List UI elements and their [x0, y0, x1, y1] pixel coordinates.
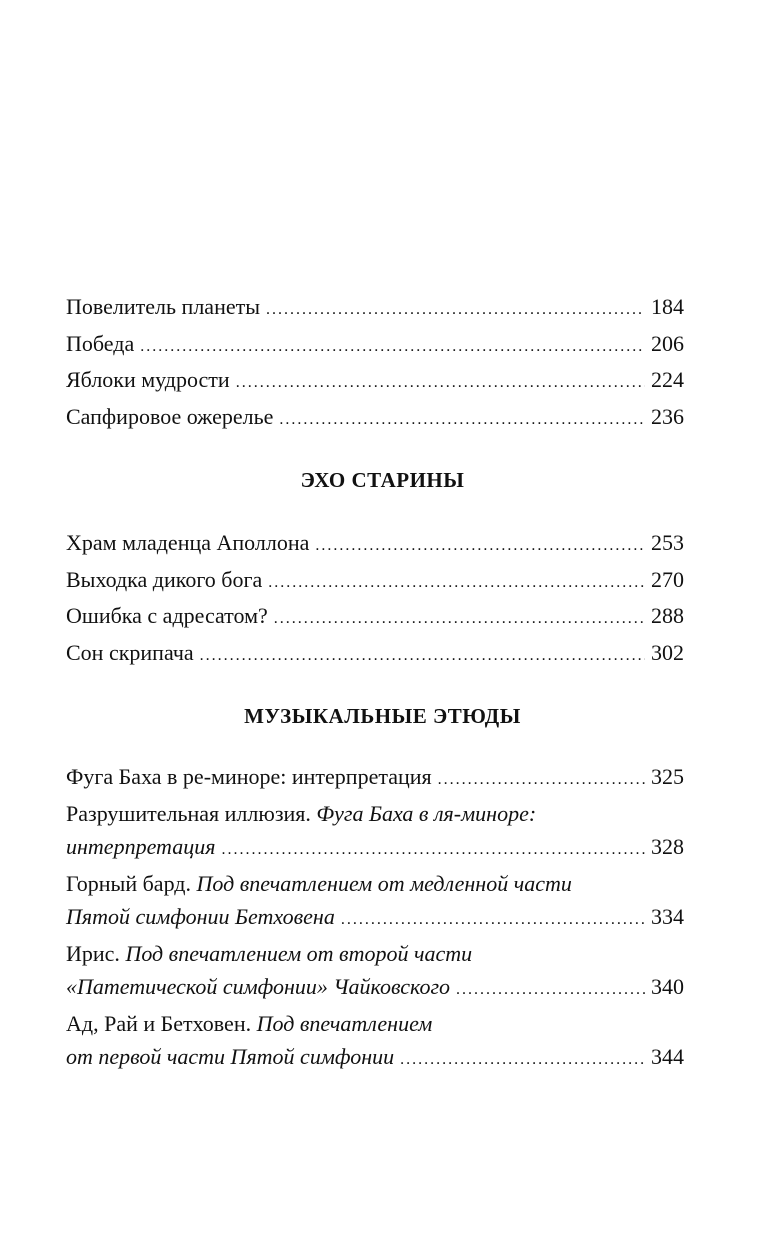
entry-title: Разрушительная иллюзия. [66, 800, 311, 826]
toc-group-3 [66, 760, 684, 1077]
page-number: 253 [651, 530, 684, 555]
page-number: 184 [651, 294, 684, 319]
page-number: 206 [651, 330, 684, 356]
toc-entry [66, 937, 684, 1007]
entry-first-line [66, 1007, 684, 1041]
entry-title: Ошибка с адресатом? [66, 603, 268, 628]
toc-entry [66, 290, 684, 327]
entry-second-line [66, 970, 684, 1007]
page-number: 224 [651, 367, 684, 392]
leader-dots [341, 903, 645, 937]
toc-entry [66, 760, 684, 797]
entry-second-line [66, 1040, 684, 1077]
toc-entry [66, 1007, 684, 1077]
entry-title: Яблоки мудрости [66, 367, 230, 392]
page-number: 236 [651, 403, 684, 429]
page-number: 302 [651, 639, 684, 665]
page-number: 288 [651, 603, 684, 628]
leader-dots [236, 366, 645, 400]
leader-dots [221, 833, 645, 867]
toc-entry [66, 327, 684, 364]
toc-entry [66, 526, 684, 563]
entry-title: Фуга Баха в ре-миноре: интерпретация [66, 764, 432, 789]
entry-second-line [66, 900, 684, 937]
page-number: 325 [651, 764, 684, 789]
leader-dots [279, 403, 645, 437]
entry-subtitle: интерпретация [66, 834, 216, 859]
page-number: 344 [651, 1044, 684, 1069]
toc-entry [66, 636, 684, 673]
entry-subtitle: Под впечатлением от медленной части [196, 870, 572, 896]
entry-title: Победа [66, 330, 135, 356]
entry-subtitle: Фуга Баха в ля-миноре: [316, 800, 537, 826]
toc-entry [66, 797, 684, 867]
entry-title: Сон скрипача [66, 639, 194, 665]
leader-dots [266, 293, 645, 327]
toc-entry [66, 363, 684, 400]
section-heading: МУЗЫКАЛЬНЫЕ ЭТЮДЫ [244, 704, 521, 728]
entry-first-line [66, 797, 684, 831]
toc-group-2 [66, 526, 684, 672]
toc-entry [66, 400, 684, 437]
entry-title: Горный бард. [66, 870, 191, 896]
page-number: 340 [651, 974, 684, 999]
toc-entry [66, 563, 684, 600]
toc-entry [66, 867, 684, 937]
entry-title: Ад, Рай и Бетховен. [66, 1010, 252, 1036]
page-number: 328 [651, 834, 684, 859]
entry-subtitle: «Патетической симфонии» Чайковского [66, 974, 451, 999]
leader-dots [315, 529, 645, 563]
toc-group-1 [66, 290, 684, 436]
entry-title: Сапфировое ожерелье [66, 403, 274, 429]
section-heading: ЭХО СТАРИНЫ [300, 468, 465, 492]
entry-subtitle: Пятой симфонии Бетховена [66, 904, 335, 929]
entry-subtitle: Под впечатлением [256, 1010, 433, 1036]
entry-first-line [66, 867, 684, 901]
leader-dots [200, 639, 645, 673]
entry-first-line [66, 937, 684, 971]
toc-entry [66, 599, 684, 636]
entry-title: Выходка дикого бога [66, 566, 263, 592]
leader-dots [274, 602, 645, 636]
leader-dots [456, 973, 645, 1007]
entry-title: Повелитель планеты [66, 294, 261, 319]
leader-dots [140, 330, 645, 364]
leader-dots [268, 566, 645, 600]
entry-title: Храм младенца Аполлона [66, 530, 310, 555]
page-number: 270 [651, 566, 684, 592]
entry-second-line [66, 830, 684, 867]
leader-dots [400, 1043, 645, 1077]
entry-subtitle: Под впечатлением от второй части [125, 940, 473, 966]
entry-title: Ирис. [66, 940, 120, 966]
page-number: 334 [651, 904, 684, 929]
leader-dots [438, 763, 645, 797]
entry-subtitle: от первой части Пятой симфонии [66, 1044, 395, 1069]
